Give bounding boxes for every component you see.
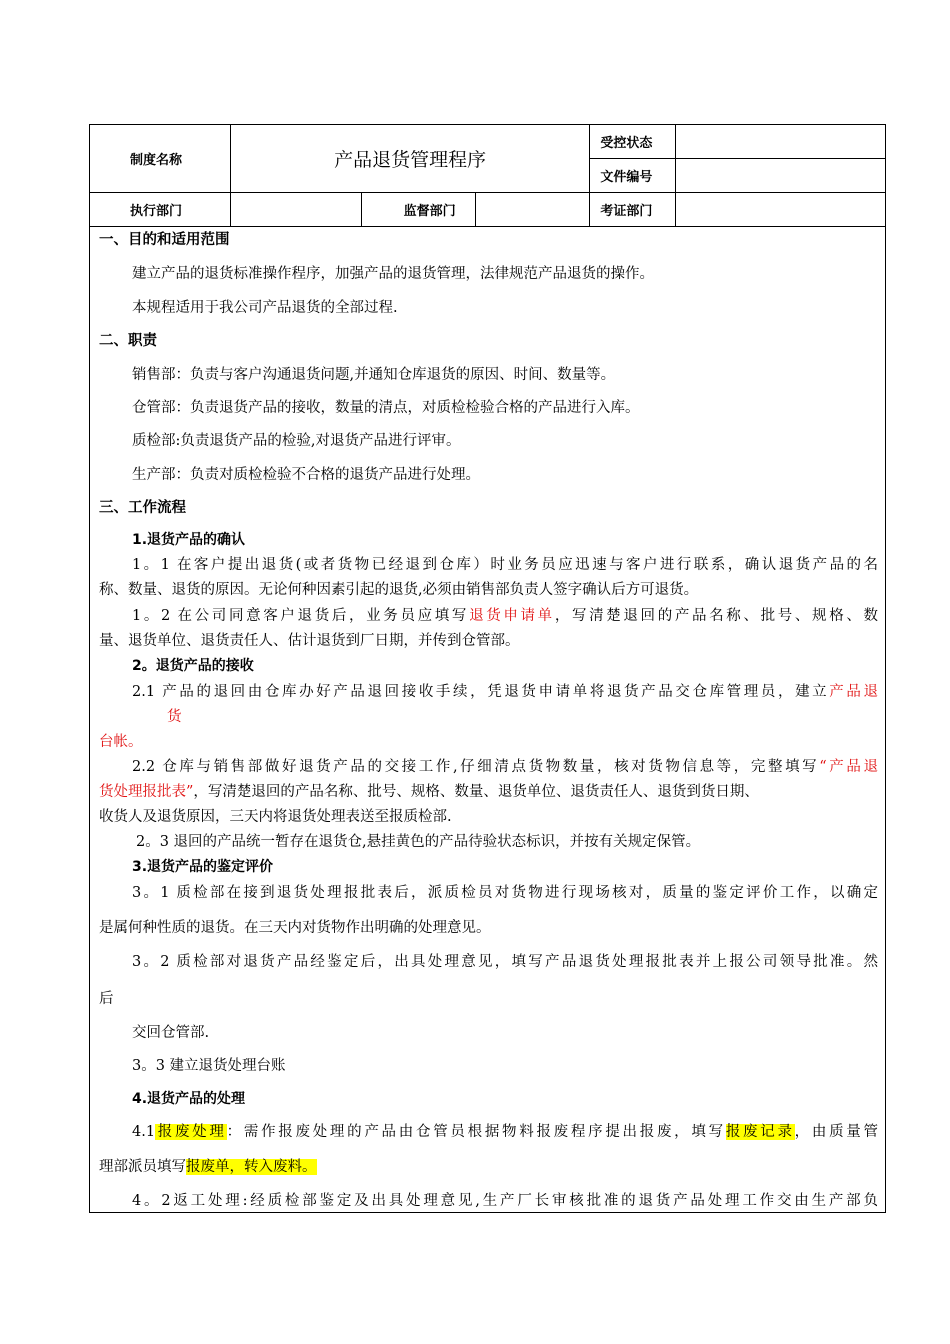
control-status-label: 受控状态 bbox=[590, 125, 676, 159]
paragraph: 建立产品的退货标准操作程序，加强产品的退货管理，法律规范产品退货的操作。 bbox=[132, 266, 654, 282]
header-table bbox=[89, 124, 886, 227]
paragraph: 交回仓管部. bbox=[132, 1025, 210, 1041]
paragraph bbox=[99, 782, 759, 802]
form-name-highlight: 货 bbox=[167, 709, 182, 725]
supervise-dept-value bbox=[475, 193, 590, 227]
form-name-highlight: 货处理报批表” bbox=[99, 784, 194, 800]
text: 理部派员填写 bbox=[99, 1159, 186, 1175]
exec-dept-value bbox=[230, 193, 361, 227]
paragraph: 质检部:负责退货产品的检验,对退货产品进行评审。 bbox=[132, 433, 461, 449]
paragraph bbox=[132, 1122, 878, 1142]
text: 2.1 产品的退回由仓库办好产品退回接收手续，凭退货申请单将退货产品交仓库管理员，建立 bbox=[132, 684, 830, 700]
paragraph bbox=[99, 1157, 317, 1177]
name-label: 制度名称 bbox=[90, 125, 231, 193]
document-page bbox=[89, 124, 886, 1213]
form-name-highlight: “产品退 bbox=[819, 759, 878, 775]
paragraph: 量、退货单位、退货责任人、估计退货到厂日期，并传到仓管部。 bbox=[99, 633, 520, 649]
form-name-highlight: 产品退 bbox=[829, 684, 879, 700]
section-heading: 一、目的和适用范围 bbox=[99, 232, 230, 248]
supervise-dept-label: 监督部门 bbox=[361, 193, 475, 227]
paragraph: 4。2返工处理:经质检部鉴定及出具处理意见,生产厂长审核批准的退货产品处理工作交由生产部负 bbox=[132, 1193, 878, 1209]
paragraph: 是属何种性质的退货。在三天内对货物作出明确的处理意见。 bbox=[99, 920, 491, 936]
form-name-highlight: 退货申请单 bbox=[469, 608, 555, 624]
highlight: 报废记录 bbox=[725, 1124, 795, 1140]
file-no-value bbox=[676, 159, 886, 193]
text: ，写清楚退回的产品名称、批号、规格、数量、退货单位、退货责任人、退货到货日期、 bbox=[193, 784, 759, 800]
control-status-value bbox=[676, 125, 886, 159]
paragraph: 销售部：负责与客户沟通退货问题,并通知仓库退货的原因、时间、数量等。 bbox=[132, 367, 616, 383]
paragraph: 后 bbox=[99, 991, 114, 1007]
paragraph: 3。1 质检部在接到退货处理报批表后，派质检员对货物进行现场核对，质量的鉴定评价工作，以确定 bbox=[132, 885, 878, 901]
text: ，由质量管 bbox=[794, 1124, 879, 1140]
paragraph: 生产部：负责对质检检验不合格的退货产品进行处理。 bbox=[132, 467, 480, 483]
text: ：需作报废处理的产品由仓管员根据物料报废程序提出报废，填写 bbox=[226, 1124, 726, 1140]
document-title: 产品退货管理程序 bbox=[230, 125, 590, 193]
highlight: 报废处理 bbox=[155, 1124, 227, 1140]
section-heading: 三、工作流程 bbox=[99, 500, 186, 516]
paragraph bbox=[132, 606, 878, 626]
section-heading: 二、职责 bbox=[99, 333, 157, 349]
paragraph: 收货人及退货原因，三天内将退货处理表送至报质检部. bbox=[99, 809, 452, 825]
text: 2.2 仓库与销售部做好退货产品的交接工作,仔细清点货物数量，核对货物信息等，完整填写 bbox=[132, 759, 820, 775]
text: 4.1 bbox=[132, 1124, 156, 1140]
text: 1。2 在公司同意客户退货后，业务员应填写 bbox=[132, 608, 470, 624]
highlight: 报废单，转入废料。 bbox=[186, 1159, 317, 1175]
paragraph: 3。2 质检部对退货产品经鉴定后，出具处理意见，填写产品退货处理报批表并上报公司领导批准。然 bbox=[132, 954, 878, 970]
text: ，写清楚退回的产品名称、批号、规格、数 bbox=[554, 608, 879, 624]
paragraph: 仓管部：负责退货产品的接收，数量的清点，对质检检验合格的产品进行入库。 bbox=[132, 400, 640, 416]
exec-dept-label: 执行部门 bbox=[90, 193, 231, 227]
form-name-highlight: 台帐。 bbox=[99, 734, 143, 750]
paragraph bbox=[132, 757, 878, 777]
subsection-heading: 4.退货产品的处理 bbox=[132, 1091, 246, 1107]
file-no-label: 文件编号 bbox=[590, 159, 676, 193]
subsection-heading: 3.退货产品的鉴定评价 bbox=[132, 859, 274, 875]
paragraph: 本规程适用于我公司产品退货的全部过程. bbox=[132, 300, 398, 316]
verify-dept-label: 考证部门 bbox=[590, 193, 676, 227]
verify-dept-value bbox=[676, 193, 886, 227]
paragraph: 3。3 建立退货处理台账 bbox=[132, 1058, 286, 1074]
paragraph bbox=[132, 682, 878, 702]
paragraph: 称、数量、退货的原因。无论何种因素引起的退货,必须由销售部负责人签字确认后方可退货。 bbox=[99, 582, 699, 598]
subsection-heading: 2。退货产品的接收 bbox=[132, 658, 254, 674]
paragraph: 2。3 退回的产品统一暂存在退货仓,悬挂黄色的产品待验状态标识，并按有关规定保管。 bbox=[136, 834, 701, 850]
subsection-heading: 1.退货产品的确认 bbox=[132, 532, 246, 548]
paragraph: 1。1 在客户提出退货(或者货物已经退到仓库）时业务员应迅速与客户进行联系，确认退货产品的名 bbox=[132, 557, 878, 573]
